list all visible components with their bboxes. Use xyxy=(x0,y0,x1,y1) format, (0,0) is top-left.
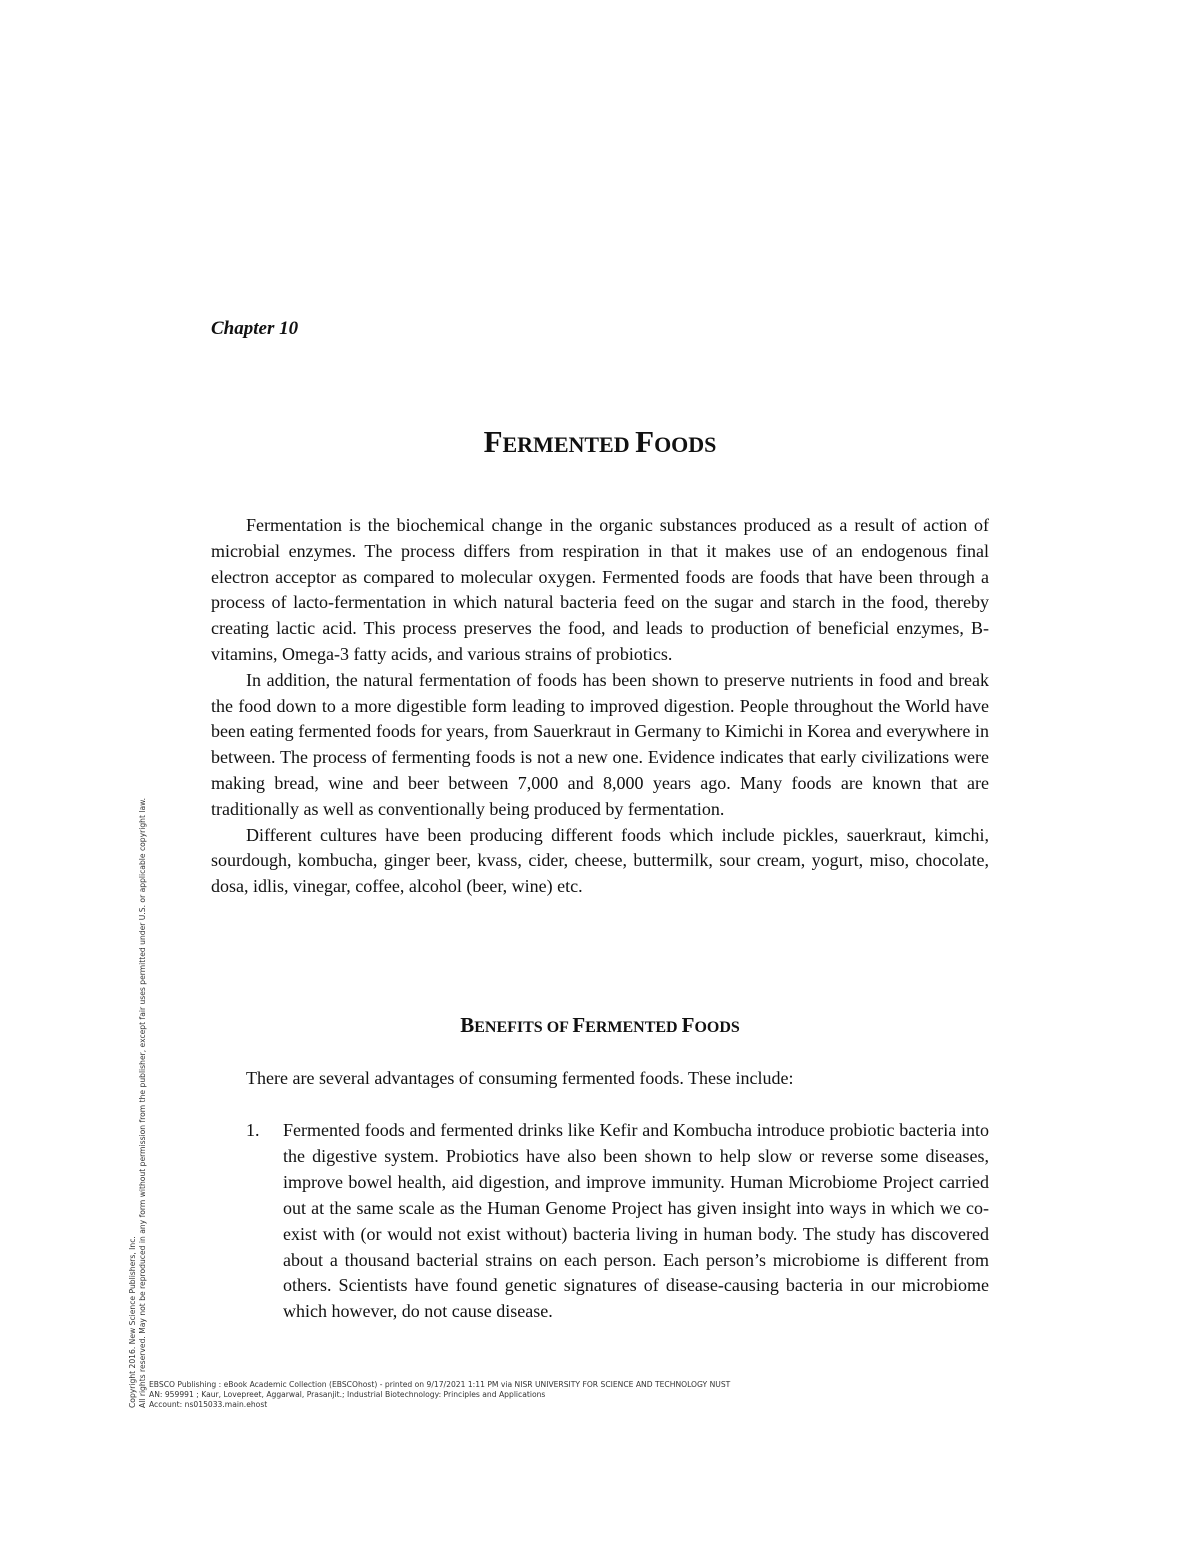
chapter-title-part: ERMENTED xyxy=(502,432,636,457)
intro-section xyxy=(211,513,989,900)
benefits-intro: There are several advantages of consuming fermented foods. These include: xyxy=(246,1068,794,1088)
section-heading-part: F xyxy=(572,1013,586,1037)
section-heading xyxy=(211,1013,989,1038)
copyright-notice xyxy=(128,468,148,1408)
list-item-number: 1. xyxy=(246,1120,260,1140)
body-paragraph: In addition, the natural fermentation of foods has been shown to preserve nutrients in food and break the food down to a more digestible form leading to improved digestion. People throughout the World have been eating fermented foods for years, from Sauerkraut in Germany to Kimichi in Korea and everywhere in between. The process of fermenting foods is not a new one. Evidence indicates that early civilizations were making bread, wine and beer between 7,000 and 8,000 years ago. Many foods are known that are traditionally as well as conventionally being produced by fermentation. xyxy=(211,669,989,819)
footer-line: Account: ns015033.main.ehost xyxy=(149,1400,268,1409)
section-heading-part: ERMENTED xyxy=(585,1019,682,1036)
copyright-line: All rights reserved. May not be reproduced in any form without permission from the publisher, except fair uses permitted under U.S. or applicable copyright law. xyxy=(138,797,147,1408)
list-item xyxy=(246,1118,989,1325)
chapter-label: Chapter 10 xyxy=(211,318,299,339)
chapter-title-part: F xyxy=(635,424,655,459)
footer-line: AN: 959991 ; Kaur, Lovepreet, Aggarwal, Prasanjit.; Industrial Biotechnology: Principles and Applications xyxy=(149,1390,546,1399)
list-item-text: Fermented foods and fermented drinks like Kefir and Kombucha introduce probiotic bacteria into the digestive system. Probiotics have also been shown to help slow or reverse some diseases, improve bowel health, aid digestion, and improve immunity. Human Microbiome Project carried out at the same scale as the Human Genome Project has given insight into ways in which we co-exist with (or would not exist without) bacteria living in human body. The study has discovered about a thousand bacterial strains on each person. Each person’s microbiome is different from others. Scientists have found genetic signatures of disease-causing bacteria in our microbiome which however, do not cause disease. xyxy=(283,1120,989,1322)
body-paragraph: Fermentation is the biochemical change in the organic substances produced as a result of action of microbial enzymes. The process differs from respiration in that it makes use of an endogenous final electron acceptor as compared to molecular oxygen. Fermented foods are foods that have been through a process of lacto-fermentation in which natural bacteria feed on the sugar and starch in the food, thereby creating lactic acid. This process preserves the food, and leads to production of beneficial enzymes, B-vitamins, Omega-3 fatty acids, and various strains of probiotics. xyxy=(211,515,989,664)
section-heading-part: F xyxy=(681,1013,695,1037)
copyright-line: Copyright 2016. New Science Publishers, Inc. xyxy=(128,1236,137,1408)
chapter-title-part: F xyxy=(483,424,503,459)
section-heading-part: B xyxy=(460,1013,475,1037)
chapter-title-part: OODS xyxy=(654,432,717,457)
section-heading-part: OODS xyxy=(694,1019,740,1036)
ebsco-footer xyxy=(149,1380,730,1410)
footer-line: EBSCO Publishing : eBook Academic Collection (EBSCOhost) - printed on 9/17/2021 1:11 PM via NISR UNIVERSITY FOR SCIENCE AND TECHNOLOGY NUST xyxy=(149,1380,731,1389)
chapter-title xyxy=(211,424,989,460)
body-paragraph: Different cultures have been producing different foods which include pickles, sauerkraut, kimchi, sourdough, kombucha, ginger beer, kvass, cider, cheese, buttermilk, sour cream, yogurt, miso, chocolate, dosa, idlis, vinegar, coffee, alcohol (beer, wine) etc. xyxy=(211,824,989,897)
benefits-list xyxy=(246,1118,989,1325)
section-heading-part: ENEFITS OF xyxy=(474,1019,573,1036)
